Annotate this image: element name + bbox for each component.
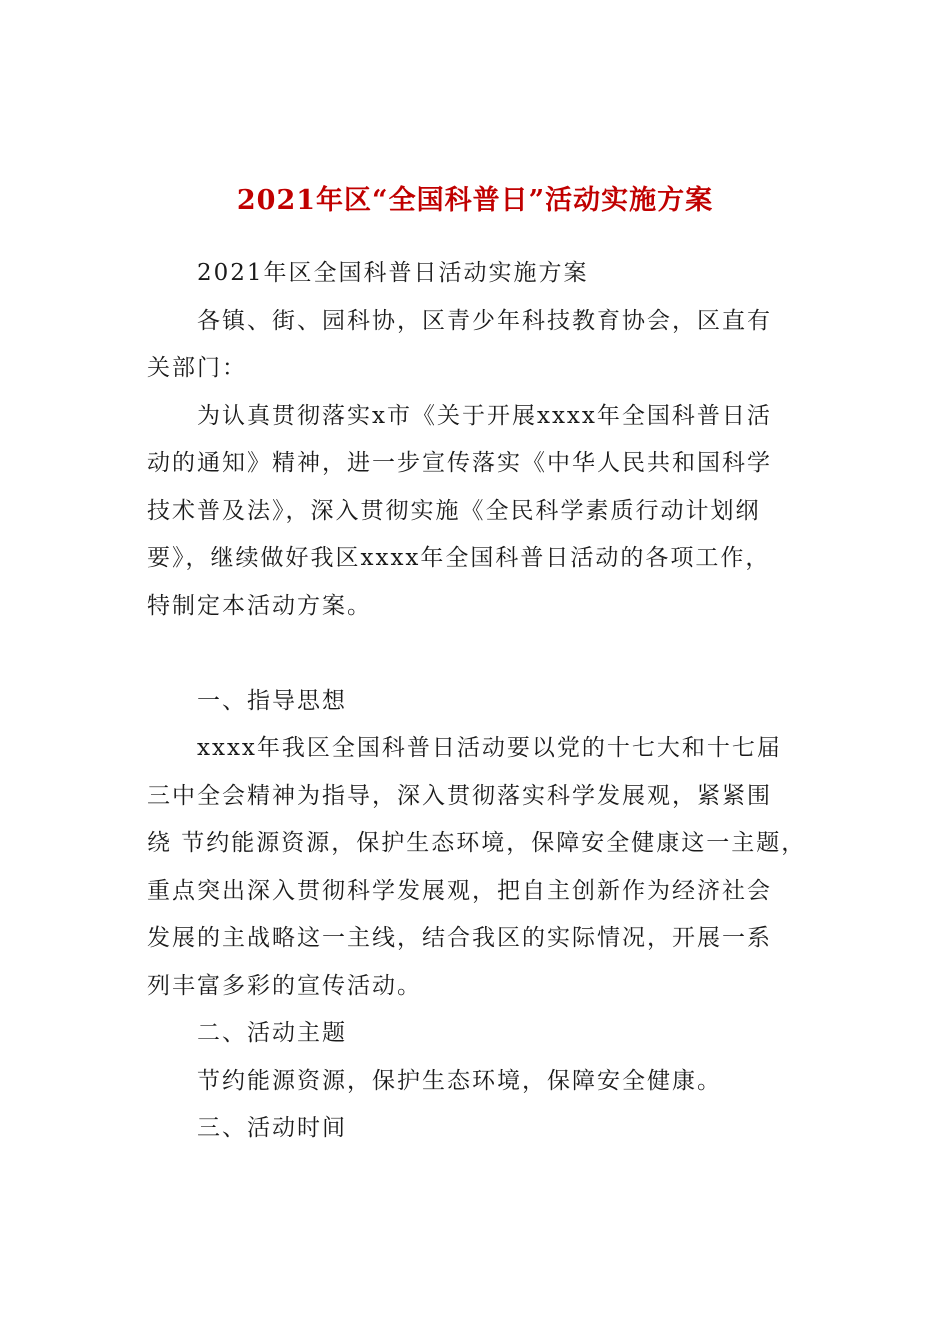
salutation-line-1: 各镇、街、园科协，区青少年科技教育协会，区直有 <box>197 307 772 334</box>
section-3-heading: 三、活动时间 <box>197 1115 347 1141</box>
section-1-line-4: 重点突出深入贯彻科学发展观，把自主创新作为经济社会 <box>147 877 772 904</box>
intro-line-5: 特制定本活动方案。 <box>147 592 372 619</box>
section-1-line-1: xxxx年我区全国科普日活动要以党的十七大和十七届 <box>197 735 782 761</box>
section-1-heading: 一、指导思想 <box>197 687 347 714</box>
intro-line-1: 为认真贯彻落实x市《关于开展xxxx年全国科普日活 <box>197 402 772 429</box>
document-body <box>147 250 817 1153</box>
section-1-line-3: 绕 节约能源资源，保护生态环境，保障安全健康这一主题， <box>147 830 807 856</box>
document-subtitle: 2021年区全国科普日活动实施方案 <box>197 260 589 286</box>
section-1-line-2: 三中全会精神为指导，深入贯彻落实科学发展观，紧紧围 <box>147 782 772 809</box>
document-title: 2021年区“全国科普日”活动实施方案 <box>236 185 714 216</box>
intro-line-2: 动的通知》精神，进一步宣传落实《中华人民共和国科学 <box>147 450 772 476</box>
section-2-heading: 二、活动主题 <box>197 1020 347 1046</box>
intro-line-4: 要》，继续做好我区xxxx年全国科普日活动的各项工作， <box>147 545 771 571</box>
section-2-paragraph: 节约能源资源，保护生态环境，保障安全健康。 <box>197 1067 722 1094</box>
salutation-line-2: 关部门： <box>147 355 247 381</box>
section-1-line-5: 发展的主战略这一主线，结合我区的实际情况，开展一系 <box>147 925 772 951</box>
intro-line-3: 技术普及法》，深入贯彻实施《全民科学素质行动计划纲 <box>147 497 761 524</box>
blank-line <box>147 630 817 678</box>
section-1-line-6: 列丰富多彩的宣传活动。 <box>147 972 422 999</box>
